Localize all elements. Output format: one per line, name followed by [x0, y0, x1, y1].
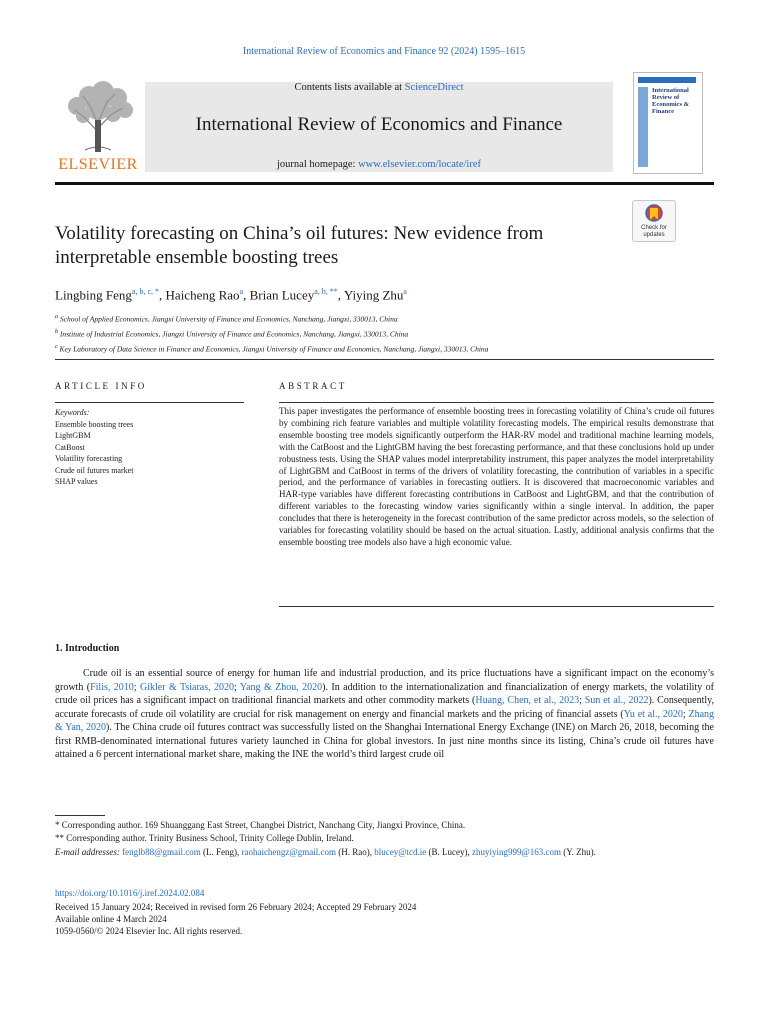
affiliation-item: [55, 341, 714, 356]
email-owner: (L. Feng),: [200, 847, 242, 857]
body-text: ;: [133, 681, 140, 693]
keyword-item[interactable]: LightGBM: [55, 431, 91, 440]
citation-link[interactable]: Zhang & Yan, 2020: [55, 708, 715, 733]
body-text: ). The China crude oil futures contract was successfully listed on the Shanghai International Energy Exchange (INE) on March 26, 2018, becoming the first RMB-denominated international futures variety launched in China for global investors. In just nine months since its listing, China’s crude oil futures have attained a 6 percent international market share, making the INE the world’s third largest crude oil: [55, 722, 714, 760]
footnote-corresponding-2: ** Corresponding author. Trinity Business School, Trinity College Dublin, Ireland.: [55, 833, 354, 843]
abstract-text: This paper investigates the performance of ensemble boosting trees in forecasting volatility of China’s crude oil futures by combining rich feature variables and multiple volatility forecasting models. The empirical results demonstrate that ensemble boosting tree models significantly outperform the HAR-RV model and traditional machine learning models, with the CatBoost and the LightGBM having the best forecasting performance, and that these conclusions hold up under robustness tests. Using the SHAP values model interpretability instrument, this paper analyzes the model interpretability of LightGBM and CatBoost in terms of the drivers of volatility forecasting, the contribution of variables in a specific period, and the performance of variables in forecasting outliers. It is discovered that macroeconomic variables and HAR-type variables have different forecasting contributions in CatBoost and LightGBM, and that the contribution of different variables to the forecasting window varies significantly within a single interval. In addition, the paper concludes that there is heterogeneity in the forecast contribution of the same predictor across models, so the selection of variables for forecasting volatility should be based on the actual situation. Lastly, additional analysis confirms that the ensemble boosting tree models also have a high economic value.: [279, 406, 714, 547]
email-link[interactable]: fenglb88@gmail.com: [122, 847, 201, 857]
journal-masthead: [55, 70, 714, 176]
keyword-item[interactable]: Ensemble boosting trees: [55, 419, 134, 429]
homepage-prefix: journal homepage:: [277, 159, 359, 170]
journal-header-box: [145, 82, 613, 172]
doi-link[interactable]: https://doi.org/10.1016/j.iref.2024.02.084: [55, 888, 205, 898]
citation-link[interactable]: Filis, 2010: [90, 681, 134, 693]
body-text: Crude oil is an essential source of energy for human life and industrial production, and its price fluctuations have a significant impact on the economy’s growth (: [55, 668, 714, 693]
body-text: ;: [682, 708, 689, 720]
abstract-heading: ABSTRACT: [279, 381, 347, 391]
author-affiliation-marks[interactable]: a: [239, 287, 244, 296]
body-text: ). In addition to the internationalization and financialization of energy markets, the volatility of crude oil prices has a significant impact on traditional financial markets and other commodity markets (: [55, 681, 714, 706]
author-separator: ,: [243, 287, 250, 303]
affiliation-list: [55, 311, 714, 356]
body-text: ;: [579, 695, 585, 706]
keyword-list: [55, 419, 133, 488]
footnote-corresponding-1: * Corresponding author. 169 Shuanggang East Street, Changbei District, Nanchang City, Jiangxi Province, China.: [55, 820, 466, 830]
author-affiliation-marks[interactable]: a: [403, 287, 407, 296]
journal-cover[interactable]: [633, 72, 703, 174]
author-name[interactable]: Lingbing Feng: [55, 287, 132, 303]
journal-reference[interactable]: International Review of Economics and Finance 92 (2024) 1595–1615: [242, 46, 526, 57]
author-separator: ,: [159, 287, 166, 303]
article-info-heading: ARTICLE INFO: [55, 381, 147, 391]
keywords-block: [55, 407, 133, 488]
author-list: [55, 287, 407, 303]
homepage-link[interactable]: www.elsevier.com/locate/iref: [358, 159, 481, 170]
abstract-bottom-rule: [279, 606, 714, 607]
author-name[interactable]: Brian Lucey: [249, 287, 315, 303]
keyword-item[interactable]: SHAP values: [55, 477, 98, 486]
citation-link[interactable]: Gikler & Tsiaras, 2020: [139, 681, 235, 693]
affiliation-text: Key Laboratory of Data Science in Finance and Economics, Jiangxi University of Finance and Economics, Nanchang, Jiangxi, 330013, China: [57, 344, 489, 354]
keywords-label: Keywords:: [55, 408, 90, 417]
header-rule: [55, 182, 714, 185]
abstract-rule: [279, 402, 714, 403]
affiliation-item: [55, 311, 714, 326]
contents-prefix: Contents lists available at: [294, 82, 405, 93]
contents-line: [145, 82, 613, 93]
citation-link[interactable]: Yang & Zhou, 2020: [239, 681, 323, 693]
email-link[interactable]: blucey@tcd.ie: [374, 847, 427, 857]
introduction-heading: 1. Introduction: [55, 643, 120, 654]
introduction-paragraph: [55, 667, 714, 762]
cover-stripe: [638, 77, 696, 83]
check-for-updates-button[interactable]: [632, 200, 676, 242]
email-link[interactable]: zhuyiying999@163.com: [471, 847, 561, 857]
bookmark-icon: [645, 204, 663, 224]
article-title: Volatility forecasting on China’s oil futures: New evidence from interpretable ensemble boosting trees: [55, 223, 544, 268]
affiliation-item: [55, 326, 714, 341]
footnote-rule: [55, 815, 105, 816]
elsevier-logo: [55, 80, 141, 174]
affiliation-text: School of Applied Economics, Jiangxi University of Finance and Economics, Nanchang, Jiangxi, 330013, China: [58, 314, 398, 324]
affiliation-mark: a: [55, 314, 58, 320]
email-owner: (B. Lucey),: [426, 847, 472, 857]
affiliation-text: Institute of Industrial Economics, Jiangxi University of Finance and Economics, Nanchang, Jiangxi, 330013, China: [58, 329, 409, 339]
affiliation-mark: b: [55, 329, 58, 335]
keyword-item[interactable]: Volatility forecasting: [55, 454, 123, 463]
author-name[interactable]: Haicheng Rao: [165, 287, 240, 303]
sciencedirect-link[interactable]: ScienceDirect: [404, 82, 464, 93]
cover-sidebar: [638, 87, 648, 167]
section-divider: [55, 359, 714, 360]
author-separator: ,: [337, 287, 344, 303]
author-affiliation-marks[interactable]: a, b, **: [314, 287, 338, 296]
cover-title: International Review of Economics & Finance: [652, 87, 690, 115]
keyword-item[interactable]: CatBoost: [55, 442, 85, 452]
journal-title: International Review of Economics and Finance: [195, 114, 563, 135]
check-for-updates-label: Check for updates: [641, 225, 667, 238]
homepage-line: [145, 159, 613, 170]
available-online: Available online 4 March 2024: [55, 914, 167, 924]
received-dates: Received 15 January 2024; Received in revised form 26 February 2024; Accepted 29 February 2024: [55, 902, 417, 912]
keyword-item[interactable]: Crude oil futures market: [55, 465, 134, 475]
email-label: E-mail addresses:: [55, 847, 123, 857]
affiliation-mark: c: [55, 344, 58, 350]
body-text: ). Consequently, accurate forecasts of crude oil volatility are crucial for risk management on energy and financial markets and the pricing of financial assets (: [55, 695, 715, 720]
email-addresses: [55, 846, 714, 858]
article-info-rule: [55, 402, 244, 403]
body-text: ;: [234, 681, 240, 693]
email-owner: (Y. Zhu).: [561, 847, 596, 857]
email-link[interactable]: raohaichengz@gmail.com: [241, 847, 336, 857]
author-affiliation-marks[interactable]: a, b, c, *: [131, 287, 160, 296]
author-name[interactable]: Yiying Zhu: [343, 287, 404, 303]
publisher-name: ELSEVIER: [58, 156, 138, 173]
email-owner: (H. Rao),: [335, 847, 375, 857]
citation-link[interactable]: Huang, Chen, et al., 2023: [475, 695, 580, 706]
citation-link[interactable]: Yu et al., 2020: [623, 708, 683, 720]
copyright-line: 1059-0560/© 2024 Elsevier Inc. All rights reserved.: [55, 926, 243, 936]
citation-link[interactable]: Sun et al., 2022: [584, 695, 649, 706]
